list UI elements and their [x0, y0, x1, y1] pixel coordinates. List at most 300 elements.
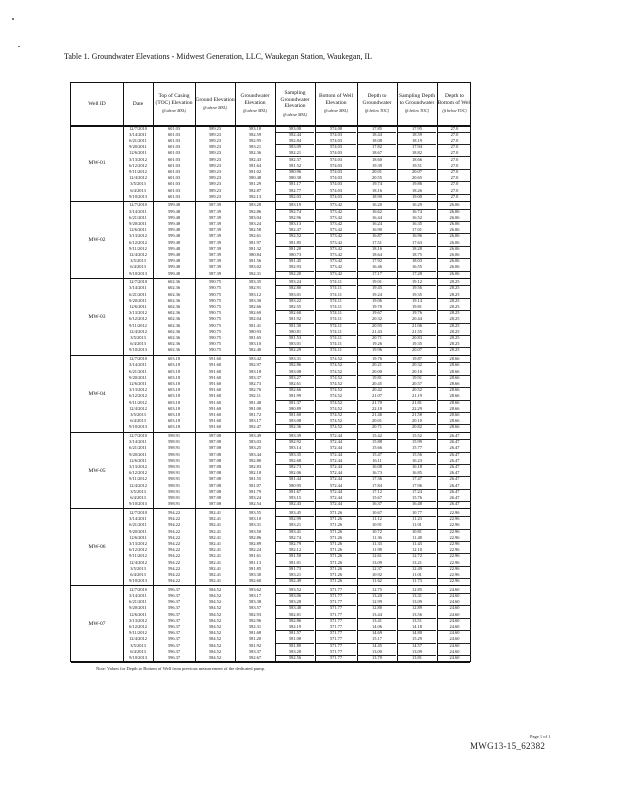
value-cell: 594.22 — [167, 516, 181, 522]
value-cell: 10.72 — [372, 528, 382, 534]
value-cell: 571.26 — [316, 535, 356, 542]
value-cell: 589.23 — [208, 156, 222, 162]
table-row — [123, 424, 470, 430]
value-cell: 581.61 — [248, 553, 262, 559]
value-cell: 13.09 — [398, 599, 436, 606]
value-cell: 591.60 — [208, 387, 222, 393]
column-header-unit: (ft above MSL) — [203, 105, 227, 110]
value-cell: 589.23 — [208, 162, 222, 168]
value-cell: 587.39 — [208, 202, 222, 208]
value-cell: 574.11 — [316, 279, 356, 286]
value-cell: 582.92 — [288, 439, 302, 445]
value-cell: 18.26 — [398, 188, 436, 195]
column-header — [275, 83, 315, 125]
value-cell: 601.03 — [167, 162, 181, 168]
value-cell: 20.65 — [398, 175, 436, 182]
value-cell: 598.91 — [167, 433, 181, 439]
value-cell: 583.37 — [248, 648, 262, 654]
well-id: MW-02 — [88, 236, 106, 243]
well-group — [71, 433, 470, 510]
value-cell: 581.79 — [248, 488, 262, 494]
value-cell: 598.91 — [167, 445, 181, 451]
value-cell: 16.37 — [372, 501, 382, 507]
value-cell: 20.44 — [398, 316, 436, 323]
value-cell: 582.61 — [276, 381, 314, 388]
value-cell: 573.42 — [316, 240, 356, 247]
value-cell: 582.55 — [276, 304, 314, 311]
value-cell: 582.93 — [276, 264, 314, 271]
value-cell: 584.52 — [208, 648, 222, 654]
value-cell: 26.06 — [449, 208, 460, 214]
date-cell: 3/14/2011 — [129, 208, 147, 214]
value-cell: 26.47 — [449, 451, 460, 457]
value-cell: 18.16 — [372, 245, 382, 251]
date-cell: 9/10/2013 — [129, 347, 147, 353]
value-cell: 571.77 — [316, 612, 356, 619]
date-cell: 12/4/2012 — [129, 482, 147, 488]
value-cell: 24.60 — [438, 649, 471, 656]
value-cell: 19.76 — [358, 356, 396, 363]
value-cell: 581.32 — [248, 245, 262, 251]
table-row — [123, 271, 470, 277]
value-cell: 599.48 — [167, 233, 181, 239]
value-cell: 603.18 — [167, 368, 181, 374]
value-cell: 15.88 — [372, 439, 382, 445]
value-cell: 20.07 — [412, 168, 422, 174]
value-cell: 28.66 — [449, 374, 460, 380]
value-cell: 594.22 — [167, 578, 181, 584]
column-header-label: Bottom of Well Elevation — [319, 93, 353, 106]
value-cell: 26.47 — [438, 483, 471, 490]
table-row — [123, 194, 470, 200]
value-cell: 15.76 — [398, 495, 436, 502]
value-cell: 18.82 — [398, 150, 436, 157]
value-cell: 574.03 — [316, 150, 356, 157]
value-cell: 571.26 — [329, 578, 343, 584]
date-cell: 6/4/2013 — [130, 418, 146, 424]
value-cell: 582.41 — [208, 547, 222, 553]
well-id: MW-04 — [88, 390, 106, 397]
value-cell: 582.96 — [248, 617, 262, 623]
value-cell: 581.00 — [248, 405, 262, 411]
value-cell: 583.01 — [276, 341, 314, 348]
value-cell: 15.77 — [398, 445, 436, 452]
value-cell: 14.06 — [358, 624, 396, 631]
value-cell: 574.03 — [329, 168, 343, 174]
value-cell: 24.60 — [449, 655, 460, 661]
value-cell: 603.18 — [167, 399, 181, 405]
value-cell: 583.37 — [248, 374, 262, 380]
date-cell: 6/4/2013 — [130, 341, 146, 347]
value-cell: 28.66 — [438, 406, 471, 413]
value-cell: 18.66 — [412, 156, 422, 162]
date-cell: 3/13/2012 — [129, 310, 147, 316]
value-cell: 19.96 — [372, 347, 382, 353]
value-cell: 13.20 — [372, 593, 382, 599]
value-cell: 582.74 — [276, 535, 314, 542]
column-header — [123, 83, 153, 125]
value-cell: 574.52 — [329, 387, 343, 393]
value-cell: 601.03 — [167, 131, 181, 137]
value-cell: 18.60 — [372, 156, 382, 162]
value-cell: 11.62 — [372, 578, 382, 584]
value-cell: 13.81 — [412, 655, 422, 661]
date-cell: 12/7/2010 — [129, 202, 147, 208]
value-cell: 582.68 — [276, 458, 314, 465]
value-cell: 587.39 — [208, 239, 222, 245]
value-cell: 581.56 — [248, 258, 262, 264]
value-cell: 581.02 — [248, 168, 262, 174]
value-cell: 594.22 — [167, 565, 181, 571]
date-cell: 9/10/2013 — [129, 578, 147, 584]
value-cell: 599.48 — [167, 220, 181, 226]
value-cell: 27.0 — [450, 168, 459, 174]
value-cell: 13.31 — [412, 593, 422, 599]
value-cell: 16.62 — [372, 208, 382, 214]
value-cell: 590.75 — [208, 316, 222, 322]
value-cell: 14.57 — [412, 642, 422, 648]
date-cell: 6/4/2013 — [130, 572, 146, 577]
value-cell: 594.22 — [167, 553, 181, 559]
value-cell: 587.08 — [208, 470, 222, 476]
value-cell: 583.21 — [276, 572, 314, 579]
table-title: Table 1. Groundwater Elevations - Midwest Generation, LLC, Waukegan Station, Waukegan, IL — [64, 52, 372, 61]
value-cell: 581.60 — [288, 411, 302, 417]
value-cell: 594.22 — [167, 559, 181, 565]
value-cell: 582.06 — [276, 470, 314, 477]
value-cell: 582.69 — [248, 310, 262, 316]
date-cell: 3/14/2011 — [129, 516, 147, 522]
value-cell: 17.84 — [358, 483, 396, 490]
value-cell: 24.60 — [449, 605, 460, 611]
value-cell: 582.59 — [248, 131, 262, 137]
value-cell: 582.04 — [248, 316, 262, 322]
value-cell: 587.08 — [208, 445, 222, 451]
column-header-label: Sampling Groundwater Elevation — [280, 90, 310, 109]
value-cell: 581.08 — [276, 636, 314, 643]
value-cell: 12.89 — [412, 605, 422, 611]
value-cell: 572.44 — [316, 495, 356, 502]
value-cell: 17.95 — [398, 126, 436, 133]
date-cell: 9/10/2013 — [129, 270, 147, 276]
date-cell: 3/13/2012 — [129, 233, 147, 239]
value-cell: 582.41 — [208, 541, 222, 546]
value-cell: 582.60 — [248, 578, 262, 584]
value-cell: 580.93 — [248, 328, 262, 334]
value-cell: 583.17 — [248, 593, 262, 599]
value-cell: 17.85 — [358, 126, 396, 133]
value-cell: 574.11 — [330, 322, 342, 328]
value-cell: 26.06 — [438, 264, 471, 271]
value-cell: 26.47 — [449, 439, 460, 445]
value-cell: 583.57 — [248, 605, 262, 611]
value-cell: 601.03 — [167, 156, 181, 162]
value-cell: 573.42 — [316, 227, 356, 234]
value-cell: 22.96 — [449, 553, 460, 559]
value-cell: 590.75 — [208, 279, 222, 285]
value-cell: 17.12 — [372, 488, 382, 494]
value-cell: 581.29 — [248, 181, 262, 187]
date-cell: 12/6/2011 — [129, 227, 147, 233]
value-cell: 589.23 — [208, 168, 222, 174]
value-cell: 13.51 — [412, 617, 422, 623]
value-cell: 580.73 — [276, 252, 314, 259]
value-cell: 583.35 — [288, 451, 302, 457]
value-cell: 13.44 — [358, 612, 396, 619]
value-cell: 598.91 — [167, 439, 181, 445]
value-cell: 19.39 — [358, 163, 396, 170]
value-cell: 582.43 — [288, 501, 302, 507]
value-cell: 591.60 — [208, 405, 222, 411]
value-cell: 583.13 — [288, 220, 302, 226]
value-cell: 18.08 — [358, 138, 396, 145]
value-cell: 19.67 — [372, 310, 382, 316]
value-cell: 572.44 — [329, 501, 343, 507]
value-cell: 581.53 — [288, 335, 302, 341]
value-cell: 596.37 — [167, 642, 181, 648]
value-cell: 583.24 — [276, 279, 314, 286]
value-cell: 581.50 — [288, 553, 302, 559]
value-cell: 571.26 — [316, 547, 356, 554]
value-cell: 17.51 — [358, 240, 396, 247]
column-header-label: Date — [132, 100, 144, 107]
value-cell: 574.52 — [316, 356, 356, 363]
date-cell: 6/21/2011 — [129, 445, 147, 451]
value-cell: 583.21 — [276, 522, 314, 529]
value-cell: 12.80 — [372, 605, 382, 611]
value-cell: 574.52 — [329, 399, 343, 405]
value-cell: 26.06 — [449, 258, 460, 264]
value-cell: 20.00 — [358, 369, 396, 376]
value-cell: 13.21 — [398, 560, 436, 567]
value-cell: 19.74 — [372, 181, 382, 187]
value-cell: 581.92 — [248, 642, 262, 648]
date-cell: 12/6/2011 — [129, 611, 147, 617]
well-group — [71, 510, 470, 587]
value-cell: 20.21 — [372, 362, 382, 368]
value-cell: 20.83 — [412, 335, 422, 341]
value-cell: 26.06 — [438, 202, 471, 209]
value-cell: 15.47 — [372, 451, 382, 457]
value-cell: 20.10 — [398, 418, 436, 425]
date-cell: 9/20/2011 — [129, 528, 147, 534]
value-cell: 587.08 — [208, 451, 222, 457]
value-cell: 22.29 — [398, 406, 436, 413]
value-cell: 581.92 — [276, 316, 314, 323]
well-group — [71, 202, 470, 279]
value-cell: 581.48 — [248, 399, 262, 405]
value-cell: 18.44 — [372, 131, 382, 137]
date-cell: 9/10/2013 — [129, 655, 147, 661]
value-cell: 602.36 — [167, 328, 181, 334]
value-cell: 587.08 — [208, 495, 222, 501]
value-cell: 15.67 — [358, 495, 396, 502]
value-cell: 582.18 — [248, 470, 262, 476]
value-cell: 28.66 — [438, 381, 471, 388]
value-cell: 603.18 — [167, 374, 181, 380]
value-cell: 603.18 — [167, 418, 181, 424]
value-cell: 587.08 — [208, 488, 222, 494]
value-cell: 583.62 — [248, 586, 262, 592]
value-cell: 581.13 — [248, 559, 262, 565]
date-cell: 9/20/2011 — [129, 220, 147, 226]
value-cell: 16.08 — [372, 464, 382, 470]
value-cell: 591.60 — [208, 380, 222, 386]
value-cell: 581.72 — [248, 411, 262, 417]
value-cell: 594.22 — [167, 534, 181, 540]
value-cell: 583.08 — [276, 369, 314, 376]
value-cell: 21.46 — [372, 411, 382, 417]
date-cell: 6/4/2013 — [130, 648, 146, 654]
value-cell: 28.25 — [438, 329, 471, 336]
value-cell: 574.11 — [316, 304, 356, 311]
value-cell: 26.06 — [449, 220, 460, 226]
value-cell: 598.91 — [167, 451, 181, 457]
value-cell: 28.66 — [449, 387, 460, 393]
value-cell: 17.24 — [412, 488, 422, 494]
value-cell: 21.43 — [358, 329, 396, 336]
value-cell: 582.93 — [248, 611, 262, 617]
value-cell: 13.56 — [398, 612, 436, 619]
value-cell: 596.37 — [167, 593, 181, 599]
value-cell: 583.04 — [248, 214, 262, 220]
value-cell: 26.47 — [438, 470, 471, 477]
value-cell: 27.0 — [450, 156, 459, 162]
date-cell: 3/5/2013 — [130, 488, 146, 494]
column-header — [195, 83, 235, 125]
value-cell: 602.36 — [167, 341, 181, 347]
value-cell: 12.61 — [372, 553, 382, 559]
value-cell: 571.26 — [329, 565, 343, 571]
value-cell: 582.97 — [248, 362, 262, 368]
value-cell: 16.35 — [412, 220, 422, 226]
date-cell: 12/6/2011 — [129, 304, 147, 310]
scan-speck — [12, 18, 14, 20]
value-cell: 581.44 — [288, 476, 302, 482]
value-cell: 572.44 — [316, 470, 356, 477]
value-cell: 583.10 — [248, 516, 262, 522]
value-cell: 27.0 — [438, 163, 471, 170]
value-cell: 17.28 — [412, 270, 422, 276]
value-cell: 583.42 — [248, 356, 262, 362]
value-cell: 18.16 — [358, 188, 396, 195]
value-cell: 591.60 — [208, 418, 222, 424]
value-cell: 582.44 — [288, 131, 302, 137]
value-cell: 571.26 — [316, 572, 356, 579]
date-cell: 12/7/2010 — [129, 433, 147, 439]
value-cell: 587.08 — [208, 464, 222, 470]
value-cell: 21.70 — [372, 399, 382, 405]
value-cell: 574.11 — [316, 341, 356, 348]
value-cell: 11.01 — [398, 572, 436, 579]
value-cell: 12.99 — [358, 599, 396, 606]
value-cell: 26.47 — [438, 445, 471, 452]
well-id: MW-06 — [88, 544, 106, 551]
value-cell: 582.67 — [248, 655, 262, 661]
value-cell: 598.91 — [167, 488, 181, 494]
value-cell: 572.44 — [316, 433, 356, 440]
value-cell: 589.23 — [208, 150, 222, 156]
groundwater-table — [70, 82, 471, 662]
value-cell: 582.96 — [276, 215, 314, 222]
value-cell: 598.91 — [167, 476, 181, 482]
value-cell: 11.23 — [412, 516, 422, 522]
value-cell: 28.25 — [438, 292, 471, 299]
value-cell: 596.37 — [167, 611, 181, 617]
value-cell: 27.0 — [438, 188, 471, 195]
value-cell: 19.06 — [372, 297, 382, 303]
value-cell: 12.37 — [372, 565, 382, 571]
value-cell: 583.18 — [248, 125, 262, 131]
value-cell: 581.73 — [288, 565, 302, 571]
value-cell: 572.44 — [329, 476, 343, 482]
value-cell: 602.36 — [167, 297, 181, 303]
value-cell: 581.85 — [248, 565, 262, 571]
value-cell: 16.48 — [412, 501, 422, 507]
value-cell: 573.42 — [329, 245, 343, 251]
value-cell: 18.64 — [358, 252, 396, 259]
value-cell: 574.11 — [330, 335, 342, 341]
value-cell: 16.44 — [358, 215, 396, 222]
value-cell: 581.41 — [248, 322, 262, 328]
value-cell: 598.91 — [167, 495, 181, 501]
value-cell: 603.18 — [167, 380, 181, 386]
value-cell: 591.60 — [208, 411, 222, 417]
value-cell: 574.11 — [330, 285, 342, 291]
table-header — [71, 83, 470, 127]
value-cell: 589.23 — [208, 193, 222, 199]
date-cell: 12/4/2012 — [129, 328, 147, 334]
value-cell: 572.44 — [316, 445, 356, 452]
value-cell: 582.86 — [288, 362, 302, 368]
value-cell: 16.90 — [358, 227, 396, 234]
value-cell: 26.47 — [438, 458, 471, 465]
value-cell: 582.41 — [208, 578, 222, 584]
value-cell: 584.52 — [208, 611, 222, 617]
value-cell: 590.75 — [208, 291, 222, 297]
value-cell: 594.22 — [167, 572, 181, 577]
value-cell: 601.03 — [167, 125, 181, 131]
date-cell: 12/7/2010 — [129, 510, 147, 515]
value-cell: 580.84 — [248, 251, 262, 257]
value-cell: 20.32 — [358, 316, 396, 323]
value-cell: 571.26 — [329, 553, 343, 559]
value-cell: 582.41 — [208, 565, 222, 571]
table-row — [123, 501, 470, 507]
date-cell: 6/21/2011 — [129, 599, 147, 605]
value-cell: 581.67 — [288, 488, 302, 494]
value-cell: 22.96 — [438, 510, 471, 517]
value-cell: 582.73 — [248, 380, 262, 386]
column-header-unit: (ft above MSL) — [283, 111, 307, 117]
date-cell: 12/6/2011 — [129, 380, 147, 386]
date-cell: 9/11/2012 — [129, 168, 147, 174]
date-cell: 9/20/2011 — [129, 605, 147, 611]
value-cell: 22.96 — [438, 572, 471, 579]
value-cell: 20.57 — [398, 381, 436, 388]
value-cell: 582.47 — [276, 227, 314, 234]
value-cell: 583.10 — [248, 341, 262, 347]
value-cell: 571.26 — [316, 522, 356, 529]
value-cell: 589.23 — [208, 137, 222, 143]
value-cell: 574.03 — [316, 163, 356, 170]
value-cell: 19.81 — [398, 304, 436, 311]
date-cell: 9/10/2013 — [129, 501, 147, 507]
well-id: MW-05 — [88, 467, 106, 474]
value-cell: 22.18 — [358, 406, 396, 413]
value-cell: 17.01 — [398, 227, 436, 234]
value-cell: 596.37 — [167, 617, 181, 623]
